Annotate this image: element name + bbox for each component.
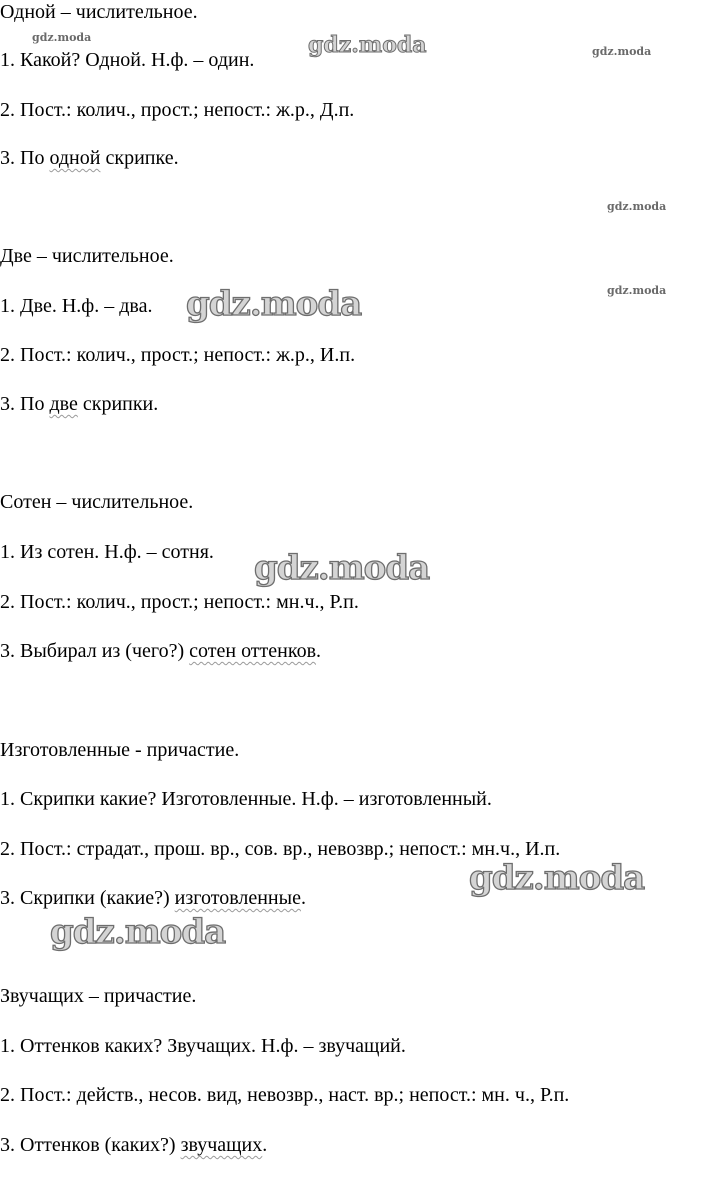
section-5-heading: Звучащих – причастие. <box>0 985 197 1007</box>
watermark-large: gdz.moda <box>469 858 645 898</box>
section-2-line-3-prefix: 3. По <box>0 393 50 415</box>
watermark-large: gdz.moda <box>50 912 226 952</box>
section-4-line-3-prefix: 3. Скрипки (какие?) <box>0 887 175 909</box>
watermark-small: gdz.moda <box>607 284 667 297</box>
watermark-small: gdz.moda <box>32 31 92 44</box>
section-3-heading: Сотен – числительное. <box>0 491 194 513</box>
section-1-line-3-underlined: одной <box>49 147 101 169</box>
section-2-heading: Две – числительное. <box>0 245 174 267</box>
section-3-line-1: 1. Из сотен. Н.ф. – сотня. <box>0 541 214 563</box>
section-1-line-3 <box>0 146 179 170</box>
section-5-line-3-prefix: 3. Оттенков (каких?) <box>0 1134 181 1156</box>
section-5-line-3-underlined: звучащих <box>180 1134 263 1156</box>
section-1-line-2: 2. Пост.: колич., прост.; непост.: ж.р., Д.п. <box>0 99 355 121</box>
watermark-large: gdz.moda <box>186 284 362 324</box>
section-1-heading: Одной – числительное. <box>0 1 198 23</box>
watermark-medium: gdz.moda <box>308 32 427 58</box>
section-4-line-1: 1. Скрипки какие? Изготовленные. Н.ф. – изготовленный. <box>0 788 492 810</box>
watermark-small: gdz.moda <box>607 200 667 213</box>
section-4-line-3 <box>0 886 306 910</box>
section-2-line-3-underlined: две <box>49 393 78 415</box>
section-2-line-1: 1. Две. Н.ф. – два. <box>0 295 153 317</box>
section-1-line-3-prefix: 3. По <box>0 147 50 169</box>
section-3-line-3-prefix: 3. Выбирал из (чего?) <box>0 640 190 662</box>
section-2-line-2: 2. Пост.: колич., прост.; непост.: ж.р., И.п. <box>0 344 356 366</box>
section-2-line-3 <box>0 392 158 416</box>
section-3-line-3-underlined: сотен оттенков <box>189 640 317 662</box>
section-1-line-1: 1. Какой? Одной. Н.ф. – один. <box>0 49 255 71</box>
watermark-small: gdz.moda <box>592 45 652 58</box>
section-3-line-2: 2. Пост.: колич., прост.; непост.: мн.ч., Р.п. <box>0 591 359 613</box>
section-1-line-3-suffix: скрипке. <box>100 147 179 169</box>
section-4-line-3-suffix: . <box>300 887 306 909</box>
section-3-line-3-suffix: . <box>316 640 322 662</box>
section-5-line-3-suffix: . <box>262 1134 268 1156</box>
section-5-line-2: 2. Пост.: действ., несов. вид, невозвр., наст. вр.; непост.: мн. ч., Р.п. <box>0 1084 570 1106</box>
watermark-large: gdz.moda <box>254 548 430 588</box>
section-5-line-3 <box>0 1133 267 1157</box>
section-5-line-1: 1. Оттенков каких? Звучащих. Н.ф. – звучащий. <box>0 1035 406 1057</box>
section-3-line-3 <box>0 639 321 663</box>
section-2-line-3-suffix: скрипки. <box>77 393 159 415</box>
section-4-line-2: 2. Пост.: страдат., прош. вр., сов. вр., невозвр.; непост.: мн.ч., И.п. <box>0 838 561 860</box>
section-4-line-3-underlined: изготовленные <box>174 887 301 909</box>
section-4-heading: Изготовленные - причастие. <box>0 739 240 761</box>
